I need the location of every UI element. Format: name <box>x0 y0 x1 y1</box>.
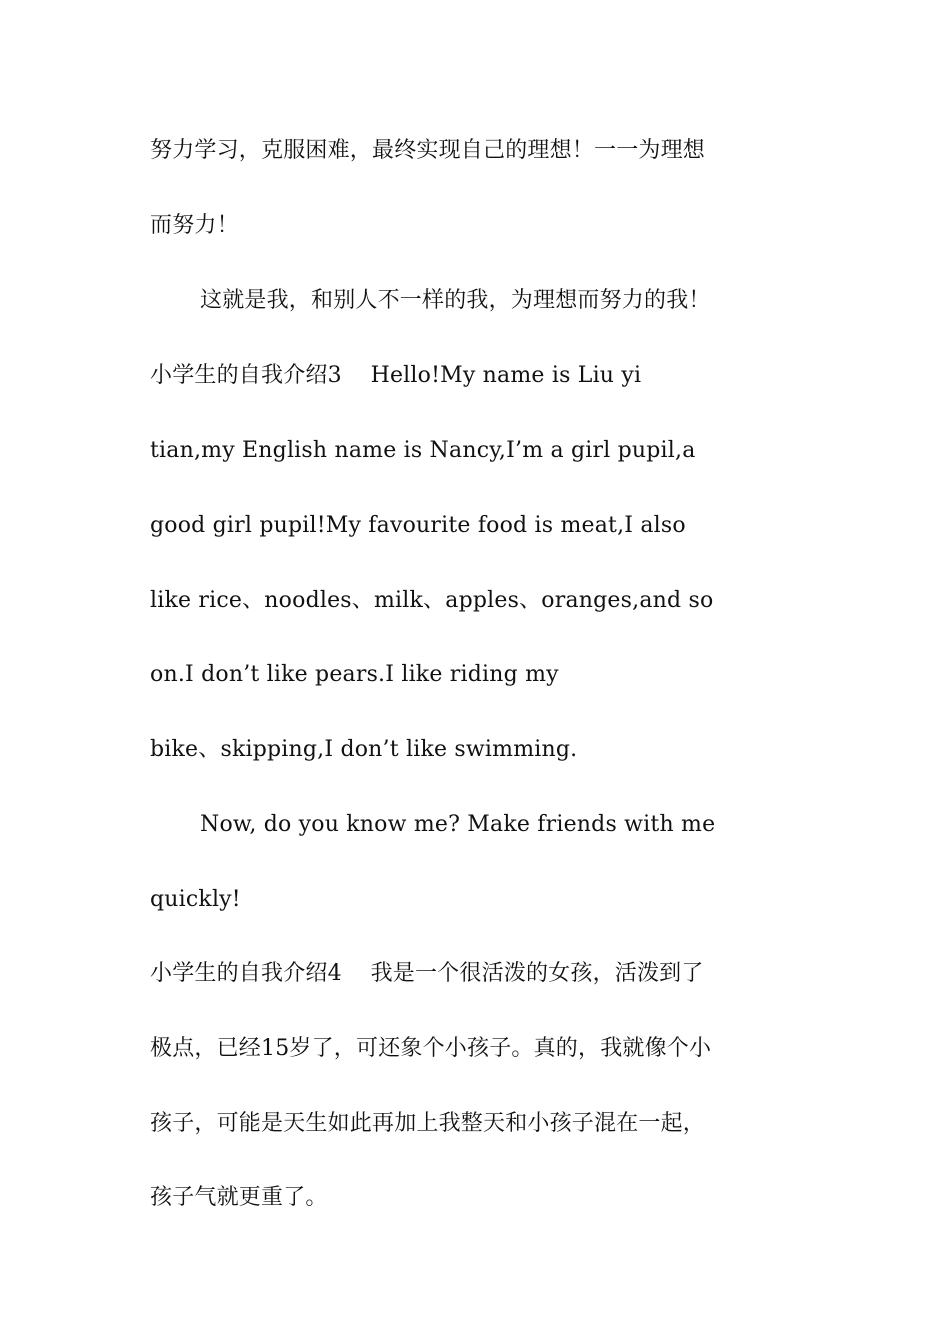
paragraph-line: 这就是我，和别人不一样的我，为理想而努力的我！ <box>200 288 711 313</box>
paragraph-line: quickly! <box>150 887 241 912</box>
paragraph-line: like rice、noodles、milk、apples、oranges,and so <box>150 588 714 613</box>
paragraph-line: 极点，已经15岁了，可还象个小孩子。真的，我就像个小 <box>150 1036 712 1061</box>
section-heading-line: 小学生的自我介绍3 Hello!My name is Liu yi <box>150 363 642 388</box>
paragraph-line: 而努力！ <box>150 213 239 238</box>
paragraph-line: good girl pupil!My favourite food is meat,I also <box>150 513 686 538</box>
paragraph-line: tian,my English name is Nancy,I’m a girl pupil,a <box>150 438 696 463</box>
paragraph-line: 努力学习，克服困难，最终实现自己的理想！一一为理想 <box>150 138 706 163</box>
paragraph-line: bike、skipping,I don’t like swimming. <box>150 737 578 762</box>
paragraph-line: 孩子气就更重了。 <box>150 1185 328 1210</box>
paragraph-line: on.I don’t like pears.I like riding my <box>150 662 559 687</box>
paragraph-line: 孩子，可能是天生如此再加上我整天和小孩子混在一起， <box>150 1111 706 1136</box>
section-heading-line: 小学生的自我介绍4 我是一个很活泼的女孩，活泼到了 <box>150 961 704 986</box>
paragraph-line: Now, do you know me? Make friends with me <box>200 812 716 837</box>
